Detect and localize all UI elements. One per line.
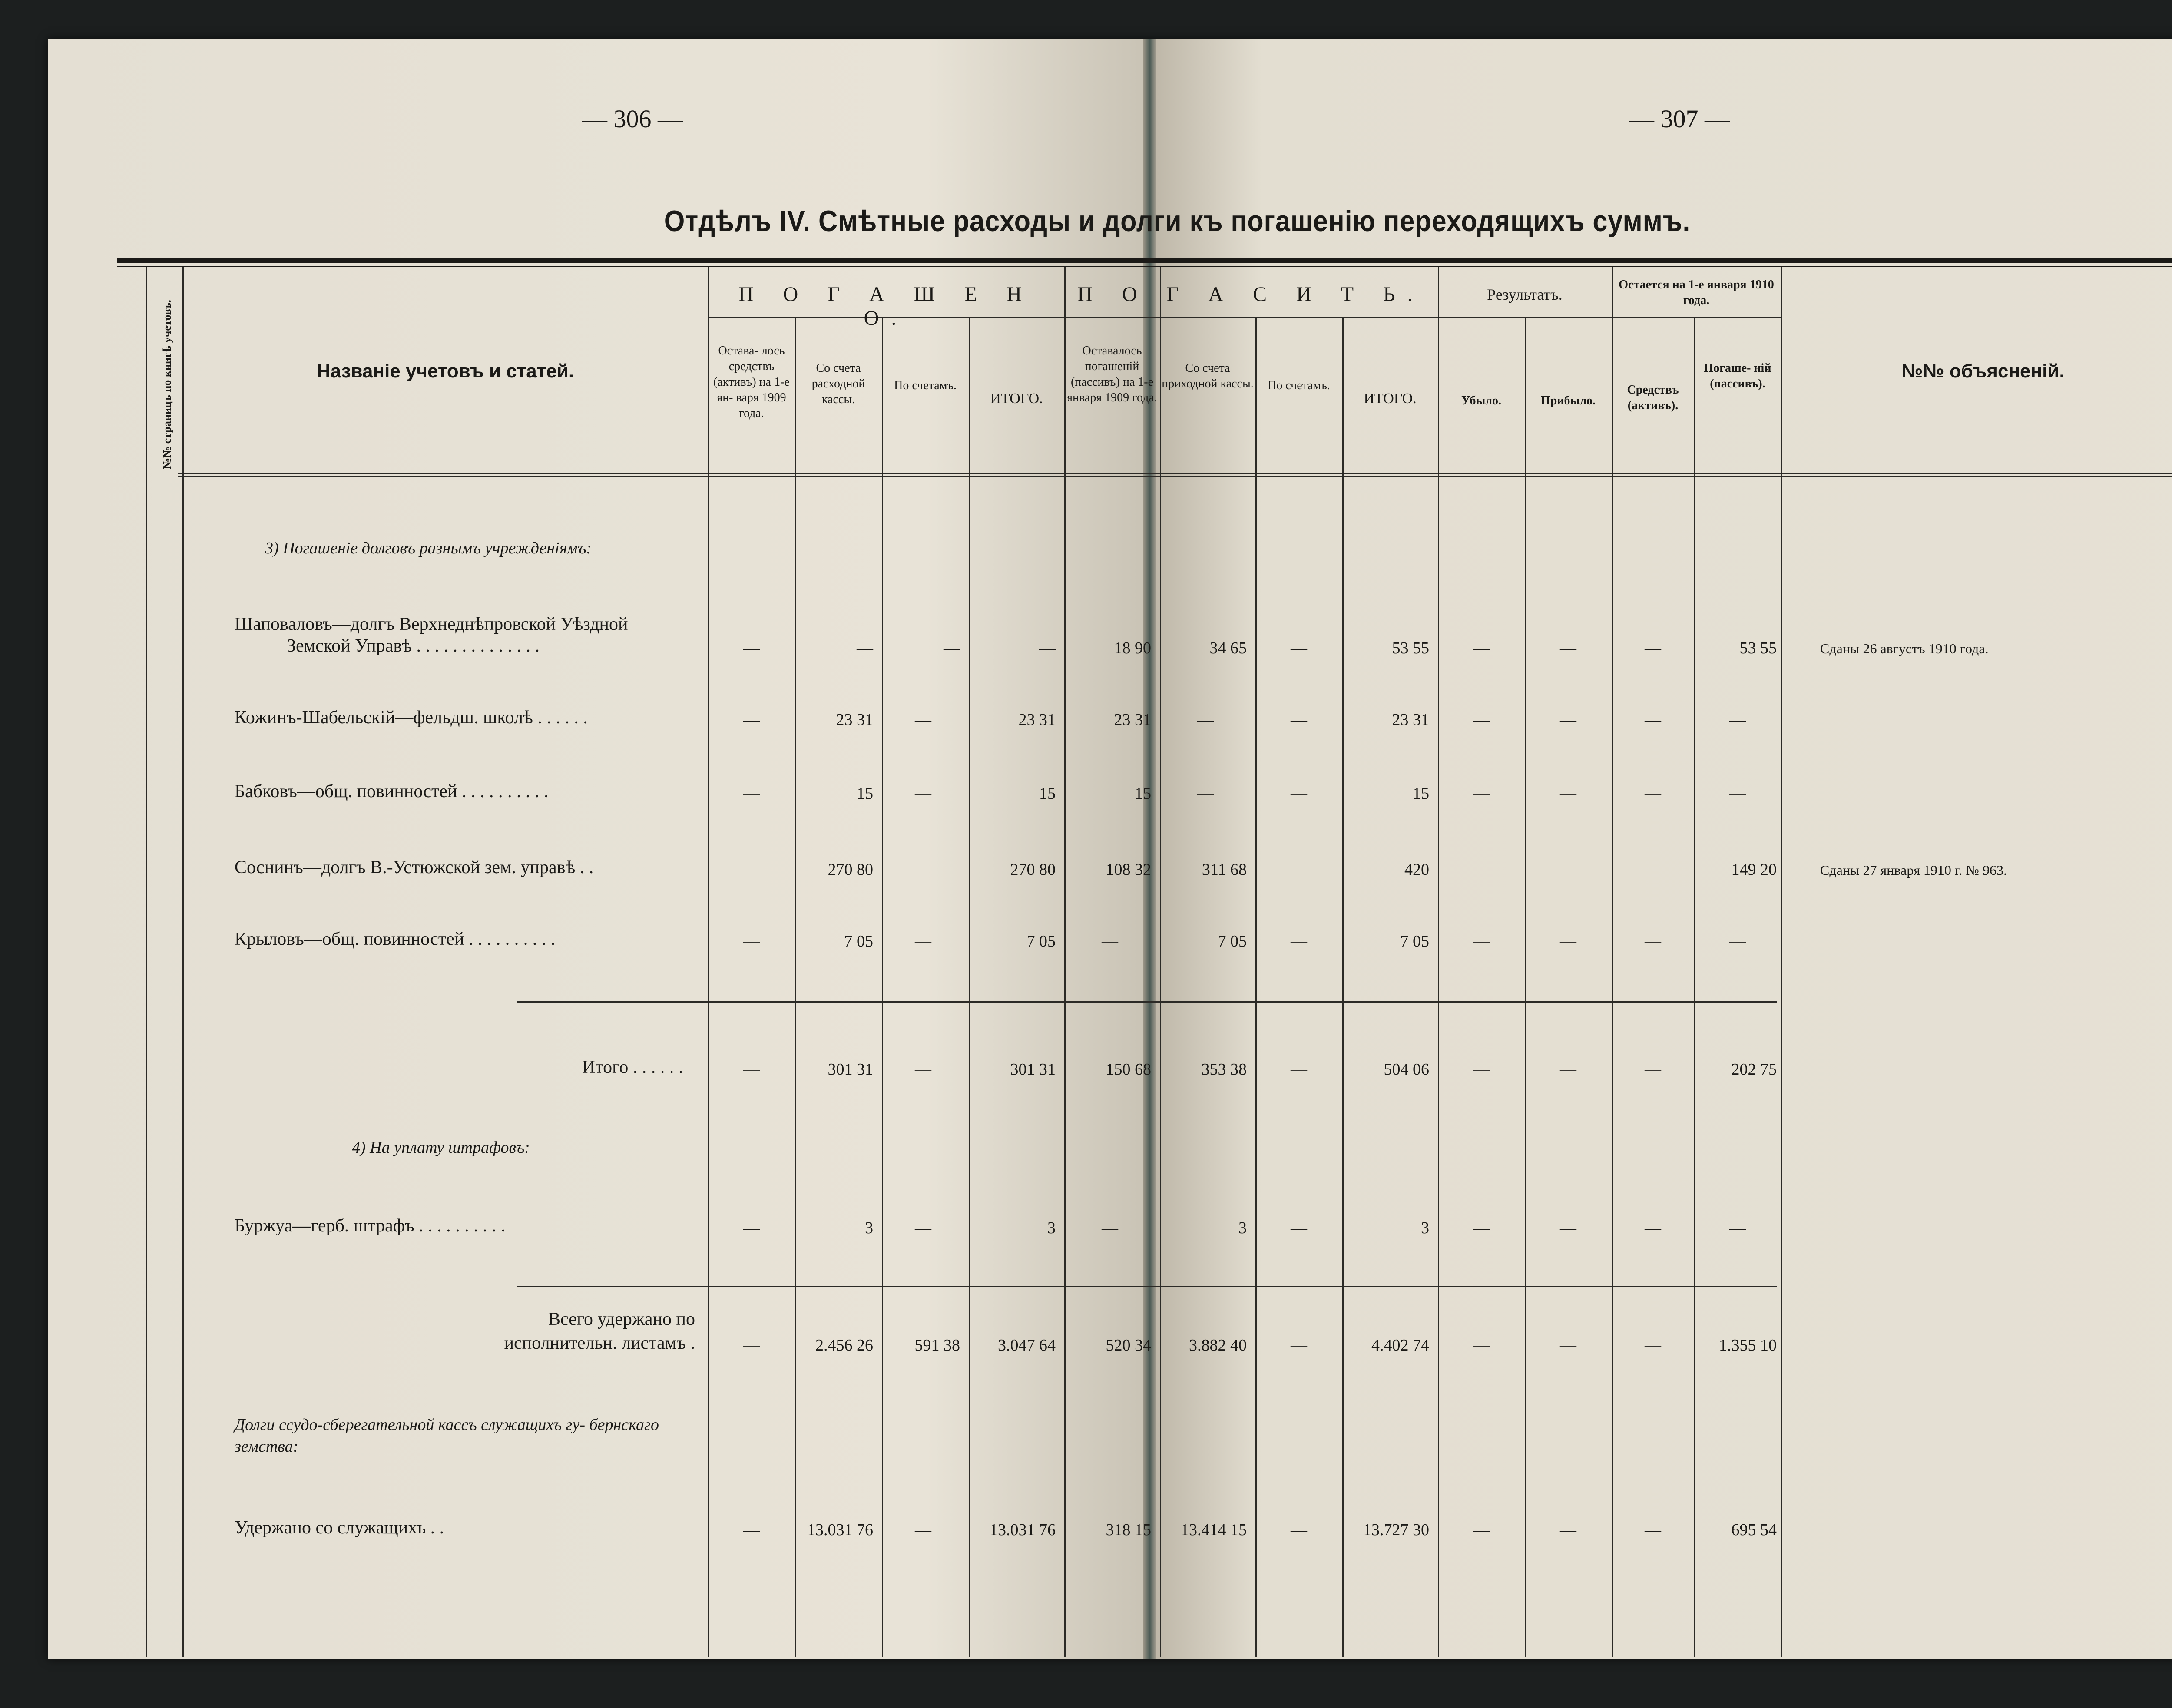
cell-c3: — bbox=[915, 1219, 931, 1237]
cell-c2: 301 31 bbox=[828, 1060, 873, 1079]
col-header-c3: По счетамъ. bbox=[894, 379, 957, 392]
col-rule bbox=[1525, 317, 1526, 1657]
cell-c1: — bbox=[743, 932, 760, 950]
cell-c11: — bbox=[1645, 711, 1661, 729]
cell-c1: — bbox=[743, 861, 760, 879]
cell-c4: 23 31 bbox=[1018, 711, 1056, 729]
cell-c11: — bbox=[1645, 784, 1661, 803]
cell-c4: 7 05 bbox=[1026, 932, 1056, 950]
explanation-note: Сданы 27 января 1910 г. № 963. bbox=[1820, 862, 2007, 878]
col-rule bbox=[1438, 267, 1439, 1657]
col-rule bbox=[1694, 317, 1695, 1657]
cell-c10: — bbox=[1560, 784, 1576, 803]
cell-c7: — bbox=[1291, 1336, 1307, 1354]
section-5-heading: Долги ссудо-сберегательной кассъ служащихъ гу- бернскаго земства: bbox=[235, 1416, 659, 1456]
cell-c5: 108 32 bbox=[1106, 861, 1151, 879]
grand-total-label-cont: исполнительн. листамъ . bbox=[504, 1333, 695, 1353]
cell-c2: 15 bbox=[857, 784, 873, 803]
cell-c11: — bbox=[1645, 1219, 1661, 1237]
cell-c7: — bbox=[1291, 1219, 1307, 1237]
col-header-c5: Оставалось погашеній (пассивъ) на 1-е января 1909 года. bbox=[1067, 344, 1157, 404]
cell-c2: 2.456 26 bbox=[815, 1336, 873, 1354]
col-header-c7: По счетамъ. bbox=[1268, 379, 1330, 392]
cell-c7: — bbox=[1291, 711, 1307, 729]
grand-total-label: Всего удержано по bbox=[548, 1309, 695, 1329]
cell-c3: — bbox=[915, 1060, 931, 1079]
cell-c10: — bbox=[1560, 932, 1576, 950]
cell-c1: — bbox=[743, 1521, 760, 1539]
cell-c3: — bbox=[915, 932, 931, 950]
cell-c11: — bbox=[1645, 1521, 1661, 1539]
cell-c8: 23 31 bbox=[1392, 711, 1429, 729]
cell-c2: 3 bbox=[865, 1219, 873, 1237]
cell-c8: 15 bbox=[1413, 784, 1429, 803]
cell-c12: — bbox=[1729, 932, 1746, 950]
cell-c9: — bbox=[1473, 1219, 1490, 1237]
explanations-header: №№ объясненій. bbox=[1901, 361, 2065, 382]
cell-c8: 504 06 bbox=[1384, 1060, 1429, 1079]
cell-c6: 3.882 40 bbox=[1189, 1336, 1247, 1354]
col-header-c1: Остава- лось средствъ (активъ) на 1-е ян- варя 1909 года. bbox=[713, 344, 790, 420]
col-rule bbox=[1255, 317, 1257, 1657]
cell-c6: 34 65 bbox=[1209, 639, 1247, 657]
cell-c5: 15 bbox=[1135, 784, 1151, 803]
cell-c1: — bbox=[743, 1060, 760, 1079]
cell-c12: 695 54 bbox=[1731, 1521, 1777, 1539]
cell-c6: 7 05 bbox=[1218, 932, 1247, 950]
col-header-c2: Со счета расходной кассы. bbox=[811, 361, 865, 406]
cell-c12: 149 20 bbox=[1731, 861, 1777, 879]
cell-c8: 3 bbox=[1421, 1219, 1429, 1237]
cell-c11: — bbox=[1645, 861, 1661, 879]
cell-c5: — bbox=[1102, 932, 1118, 950]
page-number-right: — 307 — bbox=[1629, 105, 1730, 133]
col-header-c8: ИТОГО. bbox=[1364, 391, 1417, 407]
col-header-c9: Убыло. bbox=[1461, 394, 1502, 407]
cell-c10: — bbox=[1560, 711, 1576, 729]
cell-c1: — bbox=[743, 1219, 760, 1237]
cell-c9: — bbox=[1473, 1336, 1490, 1354]
col-rule bbox=[1064, 267, 1066, 1657]
cell-c2: — bbox=[857, 639, 873, 657]
col-header-c4: ИТОГО. bbox=[990, 391, 1043, 407]
cell-c1: — bbox=[743, 1336, 760, 1354]
cell-c8: 7 05 bbox=[1400, 932, 1429, 950]
subtotal-rule bbox=[517, 1001, 1777, 1003]
top-rule bbox=[117, 258, 2172, 263]
cell-c9: — bbox=[1473, 711, 1490, 729]
cell-c7: — bbox=[1291, 639, 1307, 657]
cell-c10: — bbox=[1560, 1219, 1576, 1237]
cell-c7: — bbox=[1291, 1521, 1307, 1539]
col-rule bbox=[882, 317, 883, 1657]
cell-c7: — bbox=[1291, 861, 1307, 879]
cell-c6: 311 68 bbox=[1202, 861, 1247, 879]
cell-c4: — bbox=[1039, 639, 1056, 657]
total-label: Итого . . . . . . bbox=[582, 1057, 683, 1077]
cell-c7: — bbox=[1291, 1060, 1307, 1079]
cell-c9: — bbox=[1473, 861, 1490, 879]
cell-c5: 18 90 bbox=[1114, 639, 1151, 657]
cell-c10: — bbox=[1560, 861, 1576, 879]
row-label: Крыловъ—общ. повинностей . . . . . . . . . . bbox=[235, 929, 556, 949]
row-label-cont: Земской Управѣ . . . . . . . . . . . . . . bbox=[287, 636, 540, 656]
cell-c9: — bbox=[1473, 639, 1490, 657]
cell-c10: — bbox=[1560, 1336, 1576, 1354]
cell-c3: 591 38 bbox=[914, 1336, 960, 1354]
cell-c10: — bbox=[1560, 1060, 1576, 1079]
row-label: Шаповаловъ—долгъ Верхнеднѣпровской Уѣздной bbox=[235, 614, 628, 634]
group-paid-header: П О Г А Ш Е Н О. bbox=[738, 283, 1034, 330]
cell-c5: 520 34 bbox=[1106, 1336, 1151, 1354]
cell-c1: — bbox=[743, 711, 760, 729]
col-rule bbox=[1612, 267, 1613, 1657]
cell-c12: — bbox=[1729, 711, 1746, 729]
section-4-heading: 4) На уплату штрафовъ: bbox=[352, 1139, 530, 1157]
cell-c3: — bbox=[915, 784, 931, 803]
cell-c3: — bbox=[944, 639, 960, 657]
cell-c6: 3 bbox=[1238, 1219, 1247, 1237]
cell-c2: 13.031 76 bbox=[807, 1521, 873, 1539]
cell-c2: 270 80 bbox=[828, 861, 873, 879]
row-label: Кожинъ-Шабельскій—фельдш. школѣ . . . . . . bbox=[235, 708, 588, 728]
book-pages-header: №№ страницъ по книгѣ учетовъ. bbox=[161, 300, 173, 469]
cell-c10: — bbox=[1560, 639, 1576, 657]
cell-c6: 353 38 bbox=[1201, 1060, 1247, 1079]
row-label: Буржуа—герб. штрафъ . . . . . . . . . . bbox=[235, 1216, 506, 1236]
cell-c3: — bbox=[915, 1521, 931, 1539]
cell-c5: 23 31 bbox=[1114, 711, 1151, 729]
cell-c12: 202 75 bbox=[1731, 1060, 1777, 1079]
explanation-note: Сданы 26 августъ 1910 года. bbox=[1820, 641, 1989, 656]
cell-c8: 53 55 bbox=[1392, 639, 1429, 657]
col-header-c10: Прибыло. bbox=[1540, 394, 1596, 407]
col-header-c12: Погаше- ній (пассивъ). bbox=[1704, 361, 1771, 391]
cell-c2: 7 05 bbox=[844, 932, 873, 950]
row-label: Бабковъ—общ. повинностей . . . . . . . . . . bbox=[235, 781, 549, 801]
col-rule bbox=[146, 267, 147, 1657]
section-3-heading: 3) Погашеніе долговъ разнымъ учрежденіямъ: bbox=[265, 539, 592, 557]
header-bottom-rule-2 bbox=[178, 476, 2172, 477]
cell-c4: 301 31 bbox=[1010, 1060, 1056, 1079]
grand-total-rule bbox=[517, 1286, 1777, 1287]
cell-c2: 23 31 bbox=[836, 711, 873, 729]
page-number-left: — 306 — bbox=[582, 105, 683, 133]
group-topay-header: П О Г А С И Т Ь. bbox=[1077, 283, 1425, 306]
cell-c5: 150 68 bbox=[1106, 1060, 1151, 1079]
cell-c11: — bbox=[1645, 1060, 1661, 1079]
name-column-header: Названіе учетовъ и статей. bbox=[316, 361, 574, 382]
row-label: Удержано со служащихъ . . bbox=[235, 1518, 444, 1538]
row-label: Соснинъ—долгъ В.-Устюжской зем. управѣ . . bbox=[235, 857, 594, 877]
cell-c9: — bbox=[1473, 784, 1490, 803]
top-rule-thin bbox=[117, 266, 2172, 267]
group-remain-header: Остается на 1-е января 1910 года. bbox=[1619, 278, 1774, 307]
cell-c8: 13.727 30 bbox=[1363, 1521, 1429, 1539]
cell-c5: 318 15 bbox=[1106, 1521, 1151, 1539]
cell-c8: 420 bbox=[1404, 861, 1429, 879]
cell-c9: — bbox=[1473, 932, 1490, 950]
book-spread bbox=[48, 39, 2172, 1659]
col-rule bbox=[795, 317, 796, 1657]
col-rule bbox=[708, 267, 709, 1657]
col-rule bbox=[182, 267, 184, 1657]
col-rule bbox=[969, 317, 970, 1657]
cell-c12: 53 55 bbox=[1739, 639, 1777, 657]
col-rule bbox=[1781, 267, 1782, 1657]
cell-c11: — bbox=[1645, 1336, 1661, 1354]
cell-c11: — bbox=[1645, 932, 1661, 950]
section-title: Отдѣлъ IV. Смѣтные расходы и долги къ погашенію переходящихъ суммъ. bbox=[664, 205, 1691, 238]
cell-c3: — bbox=[915, 861, 931, 879]
cell-c8: 4.402 74 bbox=[1371, 1336, 1429, 1354]
cell-c10: — bbox=[1560, 1521, 1576, 1539]
cell-c6: 13.414 15 bbox=[1181, 1521, 1247, 1539]
cell-c4: 270 80 bbox=[1010, 861, 1056, 879]
cell-c4: 13.031 76 bbox=[990, 1521, 1056, 1539]
group-result-header: Результатъ. bbox=[1487, 286, 1563, 303]
cell-c12: — bbox=[1729, 1219, 1746, 1237]
cell-c1: — bbox=[743, 639, 760, 657]
cell-c6: — bbox=[1197, 711, 1214, 729]
cell-c4: 15 bbox=[1039, 784, 1056, 803]
cell-c1: — bbox=[743, 784, 760, 803]
cell-c12: 1.355 10 bbox=[1719, 1336, 1777, 1354]
col-rule bbox=[1342, 317, 1344, 1657]
cell-c11: — bbox=[1645, 639, 1661, 657]
cell-c7: — bbox=[1291, 932, 1307, 950]
col-header-c11: Средствъ (активъ). bbox=[1627, 383, 1679, 412]
cell-c12: — bbox=[1729, 784, 1746, 803]
header-bottom-rule bbox=[178, 473, 2172, 474]
cell-c5: — bbox=[1102, 1219, 1118, 1237]
cell-c6: — bbox=[1197, 784, 1214, 803]
cell-c9: — bbox=[1473, 1060, 1490, 1079]
cell-c4: 3.047 64 bbox=[998, 1336, 1056, 1354]
cell-c4: 3 bbox=[1047, 1219, 1056, 1237]
col-rule bbox=[1160, 267, 1161, 1657]
col-header-c6: Со счета приходной кассы. bbox=[1162, 361, 1254, 391]
cell-c3: — bbox=[915, 711, 931, 729]
cell-c7: — bbox=[1291, 784, 1307, 803]
cell-c9: — bbox=[1473, 1521, 1490, 1539]
